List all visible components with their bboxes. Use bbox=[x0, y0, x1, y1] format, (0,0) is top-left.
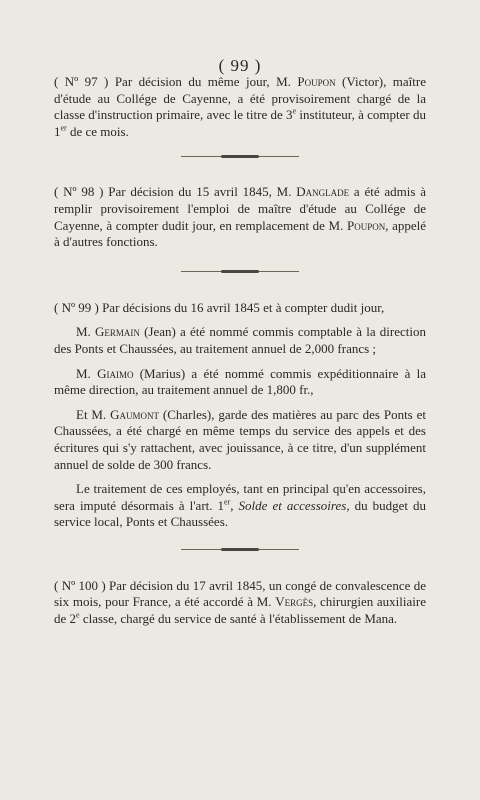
person-name: Vergès bbox=[275, 594, 314, 610]
divider-rule bbox=[181, 549, 299, 550]
entry-ref: ( Nº 97 ) bbox=[54, 74, 109, 89]
person-name: Germain bbox=[95, 324, 140, 340]
entry-ref: ( Nº 98 ) bbox=[54, 184, 104, 200]
entry-99-paragraph-budget: Le traitement de ces employés, tant en principal qu'en accessoires, sera imputé désormais à l'art. 1er, Solde et accessoires, du budget du service local, Ponts et Chaussées. bbox=[54, 481, 427, 530]
divider-rule bbox=[181, 271, 299, 272]
person-name: Gaumont bbox=[110, 406, 160, 422]
divider-rule bbox=[181, 156, 299, 157]
person-name: Poupon bbox=[297, 74, 336, 89]
entry-100: ( Nº 100 ) Par décision du 17 avril 1845, un congé de convalescence de six mois, pour France, a été accordé à M. Vergès, chirurgien auxiliaire de 2e classe, chargé du service de santé à l'établissement de Mana. bbox=[54, 577, 427, 627]
person-name: Poupon bbox=[346, 217, 386, 233]
entry-99: ( Nº 99 ) Par décisions du 16 avril 1845 et à compter dudit jour, bbox=[54, 299, 385, 315]
entry-99-paragraph-gaumont: Et M. Gaumont (Charles), garde des matières au parc des Ponts et Chaussées, a été chargé en même temps du service des appels et des écritures qui s'y rattachent, avec jouissance, à ce titre, d'un supplément annuel de solde de 300 francs. bbox=[54, 406, 426, 472]
person-name: Giaimo bbox=[97, 365, 134, 381]
entries bbox=[54, 74, 426, 628]
entry-ref: ( Nº 100 ) bbox=[54, 577, 106, 593]
entry-99-paragraph-giaimo: M. Giaimo (Marius) a été nommé commis expéditionnaire à la même direction, au traitement annuel de 1,800 fr., bbox=[54, 365, 427, 398]
person-name: Danglade bbox=[296, 184, 350, 200]
entry-99-paragraph-germain: M. Germain (Jean) a été nommé commis comptable à la direction des Ponts et Chaussées, au traitement annuel de 2,000 francs ; bbox=[54, 324, 427, 356]
page-number: ( 99 ) bbox=[218, 56, 262, 75]
entry-98: ( Nº 98 ) Par décision du 15 avril 1845, M. Danglade a été admis à remplir provisoirement l'emploi de maître d'étude au Collége de Cayenne, à compter dudit jour, en remplacement de M. Poupon, appelé à d'autres fonctions. bbox=[54, 184, 427, 250]
entry-ref: ( Nº 99 ) bbox=[54, 299, 99, 315]
entry-97: ( Nº 97 ) Par décision du même jour, M. Poupon (Victor), maître d'étude au Collége de Cayenne, a été provisoirement chargé de la classe d'instruction primaire, avec le titre de 3e instituteur, à compter du 1er de ce mois. bbox=[54, 74, 427, 139]
